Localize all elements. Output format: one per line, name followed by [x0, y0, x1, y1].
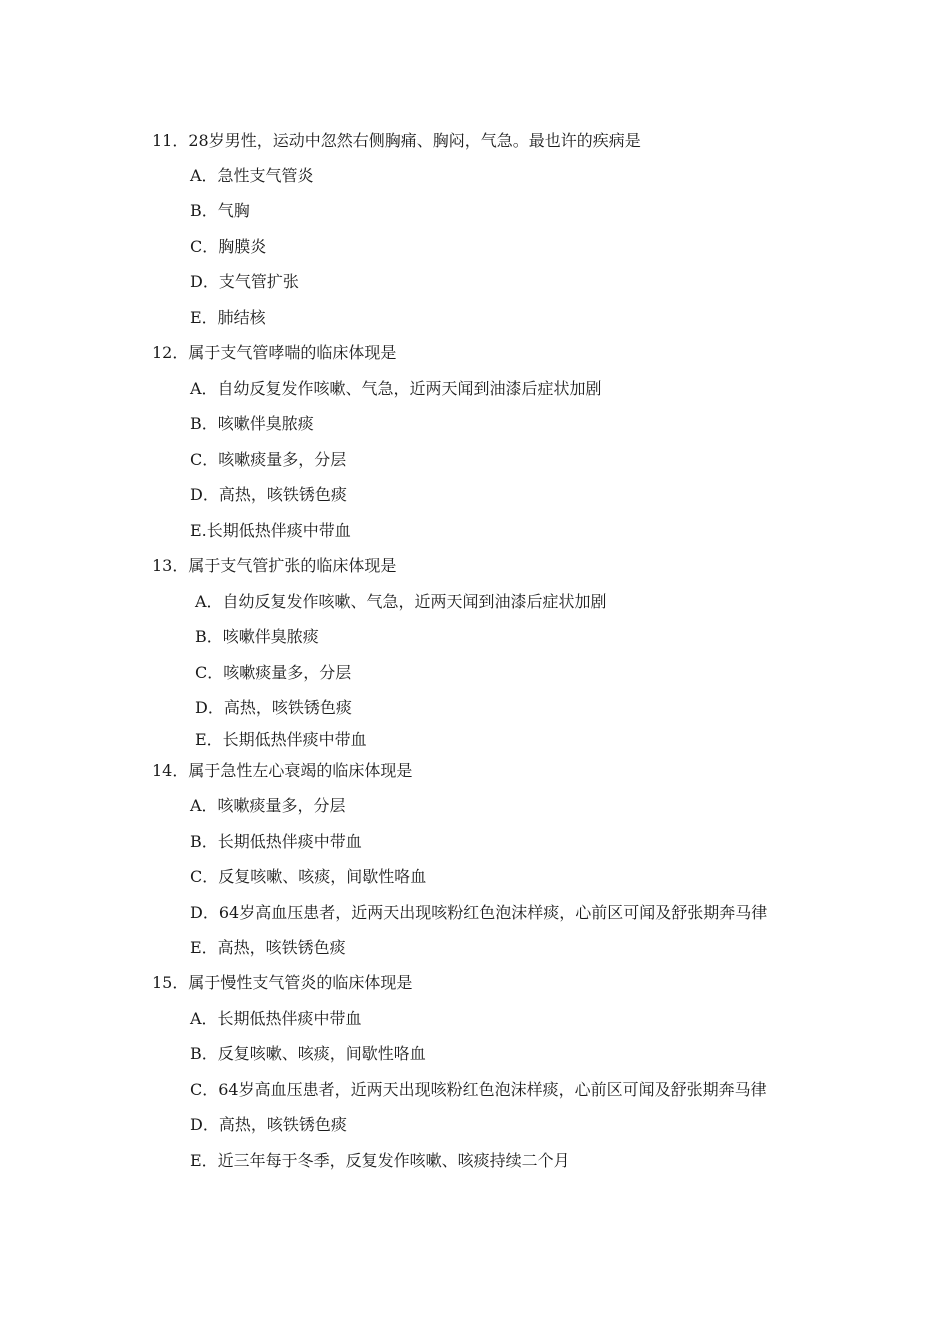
question-stem: 14．属于急性左心衰竭的临床体现是 [152, 761, 413, 780]
answer-option: B．长期低热伴痰中带血 [190, 832, 362, 851]
answer-option: D．64岁高血压患者，近两天出现咳粉红色泡沫样痰，心前区可闻及舒张期奔马律 [190, 903, 768, 922]
question-stem: 13．属于支气管扩张的临床体现是 [152, 556, 397, 575]
answer-option: D．高热，咳铁锈色痰 [195, 698, 352, 717]
answer-option: B．咳嗽伴臭脓痰 [195, 627, 319, 646]
answer-option: C．咳嗽痰量多，分层 [195, 663, 352, 682]
answer-option: E．高热，咳铁锈色痰 [190, 938, 346, 957]
answer-option: A．急性支气管炎 [190, 166, 314, 185]
answer-option: A．长期低热伴痰中带血 [190, 1009, 362, 1028]
question-stem: 12．属于支气管哮喘的临床体现是 [152, 343, 397, 362]
answer-option: D．高热，咳铁锈色痰 [190, 1115, 347, 1134]
answer-option: C．反复咳嗽、咳痰，间歇性咯血 [190, 867, 427, 886]
answer-option: B．咳嗽伴臭脓痰 [190, 414, 314, 433]
answer-option: C．咳嗽痰量多，分层 [190, 450, 347, 469]
answer-option: B．气胸 [190, 201, 250, 220]
answer-option: D．高热，咳铁锈色痰 [190, 485, 347, 504]
answer-option: D．支气管扩张 [190, 272, 299, 291]
question-stem: 11．28岁男性，运动中忽然右侧胸痛、胸闷，气急。最也许的疾病是 [152, 131, 641, 150]
answer-option: E.长期低热伴痰中带血 [190, 521, 351, 540]
answer-option: A．自幼反复发作咳嗽、气急，近两天闻到油漆后症状加剧 [195, 592, 607, 611]
answer-option: E．肺结核 [190, 308, 266, 327]
answer-option: E．长期低热伴痰中带血 [195, 730, 367, 749]
answer-option: A．自幼反复发作咳嗽、气急，近两天闻到油漆后症状加剧 [190, 379, 602, 398]
answer-option: C．胸膜炎 [190, 237, 267, 256]
question-stem: 15．属于慢性支气管炎的临床体现是 [152, 973, 413, 992]
answer-option: A．咳嗽痰量多，分层 [190, 796, 346, 815]
answer-option: E．近三年每于冬季，反复发作咳嗽、咳痰持续二个月 [190, 1151, 570, 1170]
answer-option: B．反复咳嗽、咳痰，间歇性咯血 [190, 1044, 426, 1063]
answer-option: C．64岁高血压患者，近两天出现咳粉红色泡沫样痰，心前区可闻及舒张期奔马律 [190, 1080, 767, 1099]
